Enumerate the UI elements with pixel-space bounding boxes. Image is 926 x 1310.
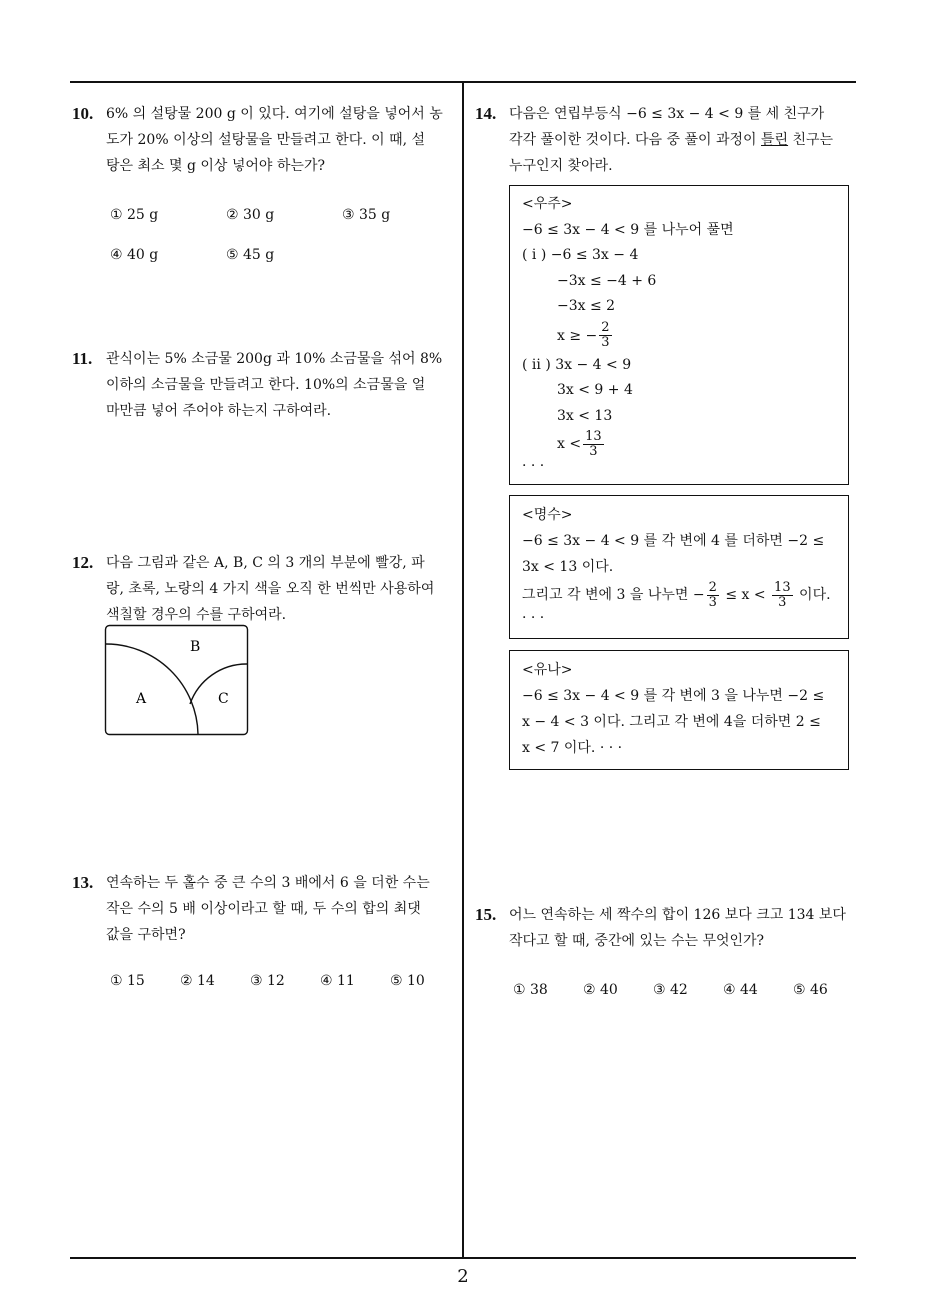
question-text: 관식이는 5% 소금물 200g 과 10% 소금물을 섞어 8% 이하의 소금물을 만들려고 한다. 10%의 소금물을 얼 마만큼 넣어 주어야 하는지 구하여라. bbox=[106, 351, 443, 419]
question-10 bbox=[72, 101, 457, 179]
question-text: 다음은 연립부등식 −6 ≤ 3x − 4 < 9 를 세 친구가 각각 풀이한 것이다. 다음 중 풀이 과정이 틀린 친구는 누구인지 찾아라. bbox=[509, 106, 834, 174]
choice-1[interactable]: ① 15 bbox=[110, 973, 145, 989]
solution-box-yuna: <유나> −6 ≤ 3x − 4 < 9 를 각 변에 3 을 나누면 −2 ≤ x − 4 < 3 이다. 그리고 각 변에 4을 더하면 2 ≤ x < 7 이다. · · · bbox=[509, 650, 849, 770]
question-number: 15. bbox=[475, 905, 497, 924]
fraction: $\frac{2}{3}$ bbox=[601, 320, 610, 350]
question-text: 연속하는 두 홀수 중 큰 수의 3 배에서 6 을 더한 수는 작은 수의 5 배 이상이라고 할 때, 두 수의 합의 최댓 값을 구하면? bbox=[106, 875, 430, 943]
choice-4[interactable]: ④ 40 g bbox=[110, 247, 159, 263]
label-b: B bbox=[190, 639, 201, 655]
question-number: 13. bbox=[72, 873, 94, 892]
question-text: 6% 의 설탕물 200 g 이 있다. 여기에 설탕을 넣어서 농 도가 20% 이상의 설탕물을 만들려고 한다. 이 때, 설 탕은 최소 몇 g 이상 넣어야 하는가? bbox=[106, 106, 443, 174]
question-number: 10. bbox=[72, 104, 94, 123]
choice-5[interactable]: ⑤ 45 g bbox=[226, 247, 275, 263]
question-11 bbox=[72, 346, 457, 424]
question-number: 11. bbox=[72, 349, 93, 368]
choice-1[interactable]: ① 38 bbox=[513, 982, 548, 998]
region-figure bbox=[104, 624, 250, 738]
question-text: 다음 그림과 같은 A, B, C 의 3 개의 부분에 빨강, 파 랑, 초록, 노랑의 4 가지 색을 오직 한 번씩만 사용하여 색칠할 경우의 수를 구하여라. bbox=[106, 555, 435, 623]
choice-4[interactable]: ④ 44 bbox=[723, 982, 758, 998]
question-text: 어느 연속하는 세 짝수의 합이 126 보다 크고 134 보다 작다고 할 때, 중간에 있는 수는 무엇인가? bbox=[509, 907, 846, 949]
choice-5[interactable]: ⑤ 46 bbox=[793, 982, 828, 998]
column-divider bbox=[462, 82, 464, 1258]
fraction: $\frac{13}{3}$ bbox=[585, 428, 602, 459]
solution-box-myeongsu: <명수> −6 ≤ 3x − 4 < 9 를 각 변에 4 를 더하면 −2 ≤ 3x < 13 이다. 그리고 각 변에 3 을 나누면 − $\frac{2}{3}$ ≤ x < $\frac{13}{3}$ 이다. · · · bbox=[509, 495, 849, 639]
choice-4[interactable]: ④ 11 bbox=[320, 973, 355, 989]
choice-3[interactable]: ③ 42 bbox=[653, 982, 688, 998]
box-title: <유나> bbox=[522, 662, 573, 678]
page-number: 2 bbox=[457, 1266, 469, 1287]
choice-5[interactable]: ⑤ 10 bbox=[390, 973, 425, 989]
choice-2[interactable]: ② 30 g bbox=[226, 207, 275, 223]
fraction: $\frac{2}{3}$ bbox=[708, 579, 717, 610]
label-c: C bbox=[218, 691, 229, 707]
choice-3[interactable]: ③ 35 g bbox=[342, 207, 391, 223]
question-13 bbox=[72, 870, 457, 948]
question-number: 14. bbox=[475, 104, 497, 123]
choice-1[interactable]: ① 25 g bbox=[110, 207, 159, 223]
question-12 bbox=[72, 550, 457, 628]
question-14 bbox=[475, 101, 860, 179]
choice-2[interactable]: ② 40 bbox=[583, 982, 618, 998]
box-title: <우주> bbox=[522, 196, 573, 212]
box-title: <명수> bbox=[522, 507, 573, 523]
choice-2[interactable]: ② 14 bbox=[180, 973, 215, 989]
underlined-word: 틀린 bbox=[761, 132, 789, 148]
fraction: $\frac{13}{3}$ bbox=[774, 579, 791, 610]
question-15 bbox=[475, 902, 860, 954]
choice-3[interactable]: ③ 12 bbox=[250, 973, 285, 989]
solution-box-uju: <우주> −6 ≤ 3x − 4 < 9 를 나누어 풀면 ( i ) −6 ≤ 3x − 4 −3x ≤ −4 + 6 −3x ≤ 2 x ≥ − $\frac{2}{3}$ ( ii ) 3x − 4 < 9 3x < 9 + 4 3x < 13 x < $\frac{13}{3}$ · · · bbox=[509, 185, 849, 485]
label-a: A bbox=[136, 691, 147, 707]
question-number: 12. bbox=[72, 553, 94, 572]
